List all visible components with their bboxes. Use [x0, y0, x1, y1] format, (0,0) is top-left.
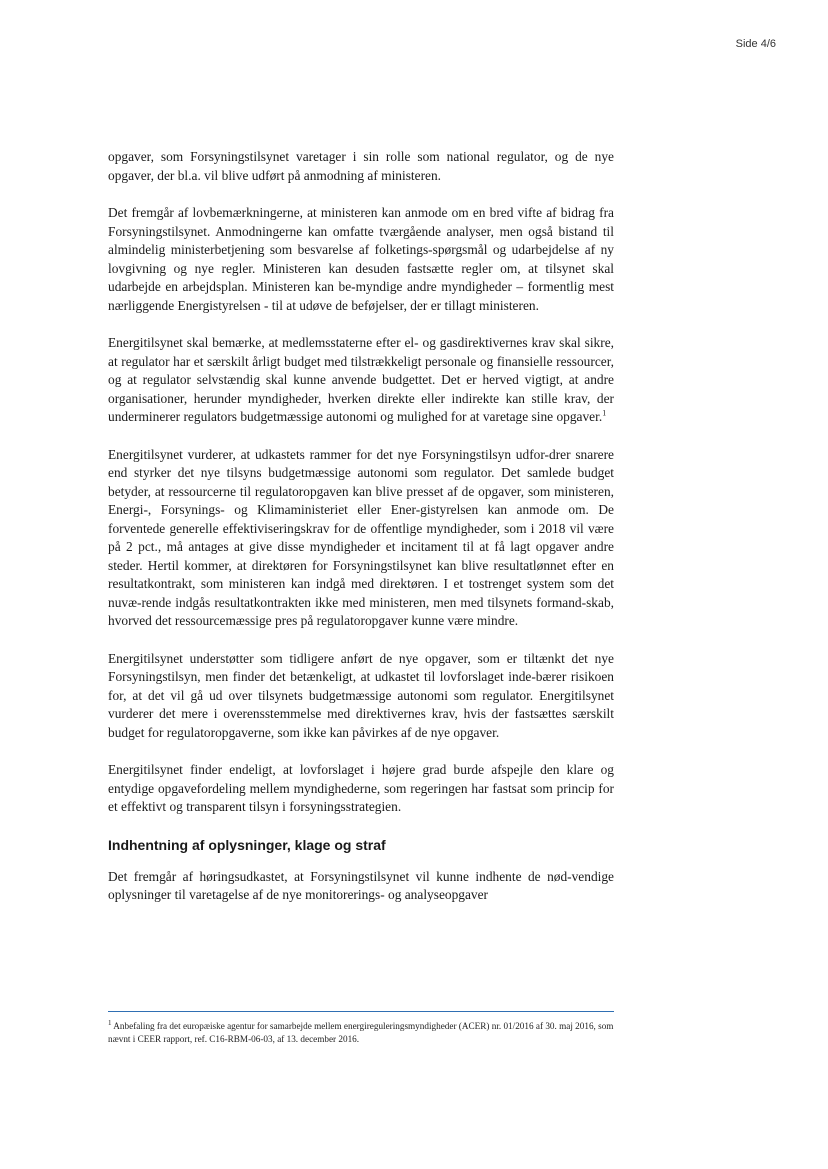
- document-body: [108, 148, 614, 924]
- footnote-divider: [108, 1011, 614, 1012]
- paragraph-6: Energitilsynet finder endeligt, at lovforslaget i højere grad burde afspejle den klare og entydige opgavefordeling mellem myndighederne, som regeringen har fastsat som princip for et effektivt og transparent tilsyn i forsyningsstrategien.: [108, 762, 614, 814]
- section-heading: Indhentning af oplysninger, klage og straf: [108, 836, 386, 853]
- paragraph-1: opgaver, som Forsyningstilsynet varetager i sin rolle som national regulator, og de nye opgaver, der bl.a. vil blive udført på anmodning af ministeren.: [108, 149, 614, 183]
- paragraph-3-text: Energitilsynet skal bemærke, at medlemsstaterne efter el- og gasdirektivernes krav skal sikre, at regulator har et særskilt årligt budget med tilstrækkeligt personale og finansielle ressourcer, og at regulator selvstændig skal kunne anvende budgettet. Det er herved vigtigt, at andre organisationer, herunder myndigheder, hverken direkte eller indirekte kan stille krav, der underminerer regulators budgetmæssige autonomi og mulighed for at varetage sine opgaver.: [108, 335, 614, 424]
- paragraph-4: Energitilsynet vurderer, at udkastets rammer for det nye Forsyningstilsyn udfor-drer snarere end styrker det nye tilsyns budgetmæssige autonomi som regulator. Det samlede budget betyder, at ressourcerne til regulatoropgaven kan blive presset af de opgaver, som ministeren, Energi-, Forsynings- og Klimaministeriet eller Ener-gistyrelsen kan anmode om. De forventede generelle effektiviseringskrav for de offentlige myndigheder, som i 2018 vil være på 2 pct., må antages at give disse myndigheder et incitament til at få lagt opgaver andre steder. Hertil kommer, at direktøren for Forsyningstilsynet kan blive resultatlønnet efter en resultatkontrakt, som ministeren kan indgå med direktøren. I et tostrenget system som det nuvæ-rende indgås resultatkontrakten ikke med ministeren, men med tilsynets formand-skab, hvorved det ressourcemæssige pres på regulatoropgaver kunne være mindre.: [108, 446, 614, 628]
- paragraph-5: Energitilsynet understøtter som tidligere anført de nye opgaver, som er tiltænkt det nye Forsyningstilsyn, men finder det betænkeligt, at udkastet til lovforslaget inde-bærer risikoen for, at det vil gå ud over tilsynets budgetmæssige autonomi som regulator. Energitilsynet vurderer det mere i overensstemmelse med direktivernes krav, hvis der fastsættes særskilt budget for regulatoropgaverne, som ikke kan påvirkes af de nye opgaver.: [108, 650, 614, 740]
- paragraph-3: [108, 334, 614, 427]
- footnote-text: Anbefaling fra det europæiske agentur for samarbejde mellem energireguleringsmyndigheder (ACER) nr. 01/2016 af 30. maj 2016, som nævnt i CEER rapport, ref. C16-RBM-06-03, af 13. december 2016.: [108, 1021, 614, 1044]
- footnote-number: 1: [108, 1018, 112, 1027]
- paragraph-2: Det fremgår af lovbemærkningerne, at ministeren kan anmode om en bred vifte af bidrag fra Forsyningstilsynet. Anmodningerne kan omfatte tværgående analyser, men også bistand til almindelig ministerbetjening som besvarelse af folketings-spørgsmål og udarbejdelse af ny lovgivning og nye regler. Ministeren kan desuden fastsætte regler om, at tilsynet skal udarbejde en arbejdsplan. Ministeren kan be-myndige andre myndigheder – formentlig mest nærliggende Energistyrelsen - til at udøve de beføjelser, der er tillagt ministeren.: [108, 205, 614, 313]
- page-number: Side 4/6: [735, 38, 776, 50]
- section-paragraph: Det fremgår af høringsudkastet, at Forsyningstilsynet vil kunne indhente de nød-vendige oplysninger til varetagelse af de nye monitorerings- og analyseopgaver: [108, 868, 614, 902]
- footnote: [108, 1020, 614, 1046]
- footnote-reference[interactable]: 1: [602, 408, 607, 418]
